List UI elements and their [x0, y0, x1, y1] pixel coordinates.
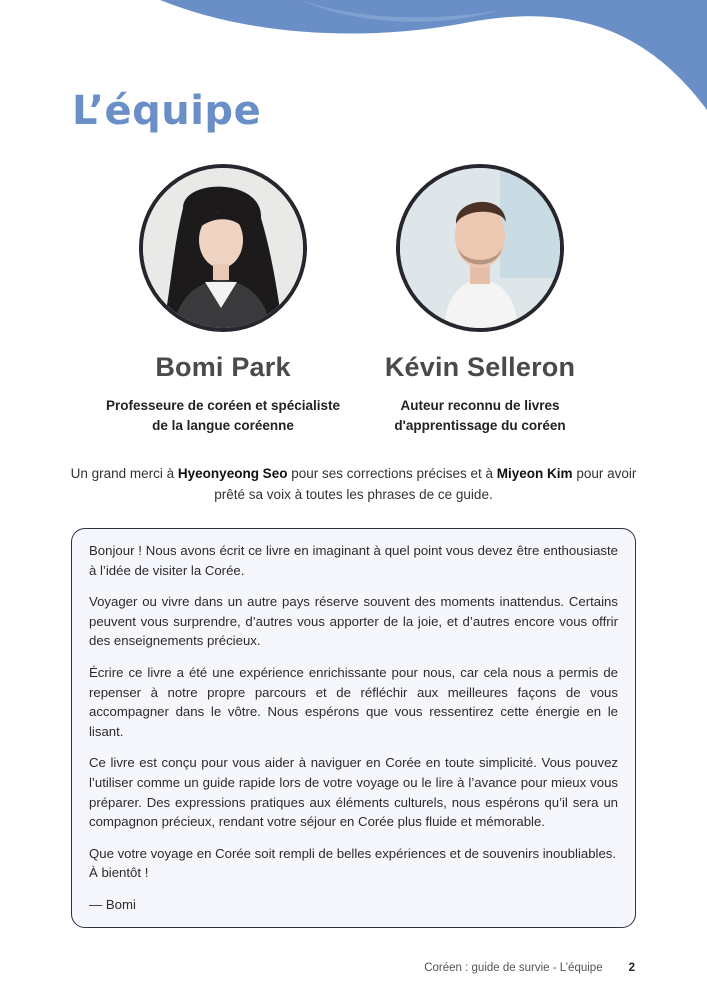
letter-paragraph: Écrire ce livre a été une expérience enrichissante pour nous, car cela nous a permis de repenser à notre propre parcours et de réfléchir aux meilleures façons de vous accompagner dans le vôtre. Nous espérons que vous ressentirez cette énergie en le lisant.	[89, 664, 618, 739]
acknowledgements	[70, 463, 637, 505]
letter-paragraph: Bonjour ! Nous avons écrit ce livre en imaginant à quel point vous devez être enthousiaste à l’idée de visiter la Corée.	[89, 543, 618, 578]
thanks-text: pour ses corrections précises et à	[287, 466, 497, 481]
member-role-line: Professeure de coréen et spécialiste	[105, 398, 341, 413]
welcome-letter	[71, 528, 636, 928]
letter-paragraph: Que votre voyage en Corée soit rempli de belles expériences et de souvenirs inoubliables.	[89, 845, 617, 861]
page-number: 2	[628, 962, 635, 974]
portrait-woman-icon	[143, 168, 303, 328]
letter-paragraph: Voyager ou vivre dans un autre pays réserve souvent des moments inattendus. Certains peuvent vous surprendre, d’autres vous apporter de la joie, et d’autres encore vous offrir des enseignements précieux.	[89, 594, 618, 649]
member-name: Kévin Selleron	[384, 352, 576, 382]
page-title: L’équipe	[72, 88, 262, 134]
letter-paragraph: Ce livre est conçu pour vous aider à naviguer en Corée en toute simplicité. Vous pouvez l’utiliser comme un guide rapide lors de votre voyage ou le lire à l’avance pour mieux vous préparer. Des expressions pratiques aux éléments culturels, nous espérons qu’il sera un compagnon précieux, rendant votre séjour en Corée plus fluide et mémorable.	[89, 755, 618, 830]
thanks-text: pour avoir prêté sa voix à toutes les phrases de ce guide.	[214, 466, 637, 502]
footer-label: Coréen : guide de survie - L’équipe	[424, 962, 603, 974]
member-role	[93, 396, 353, 436]
letter-closing: À bientôt !	[89, 865, 149, 881]
member-role-line: Auteur reconnu de livres	[400, 398, 560, 413]
member-role	[350, 396, 610, 436]
member-role-line: de la langue coréenne	[152, 418, 294, 433]
member-name: Bomi Park	[155, 352, 291, 382]
portrait-man-icon	[400, 168, 560, 328]
member-role-line: d'apprentissage du coréen	[394, 418, 566, 433]
page-footer	[424, 962, 635, 974]
avatar-bomi-park	[139, 164, 307, 332]
letter-signature: — Bomi	[89, 896, 136, 912]
thanks-name-voice: Miyeon Kim	[496, 466, 573, 481]
avatar-kevin-selleron	[396, 164, 564, 332]
thanks-name-corrector: Hyeonyeong Seo	[177, 466, 288, 481]
team-member-kevin	[350, 164, 610, 436]
thanks-text: Un grand merci à	[70, 466, 178, 481]
team-member-bomi	[93, 164, 353, 436]
